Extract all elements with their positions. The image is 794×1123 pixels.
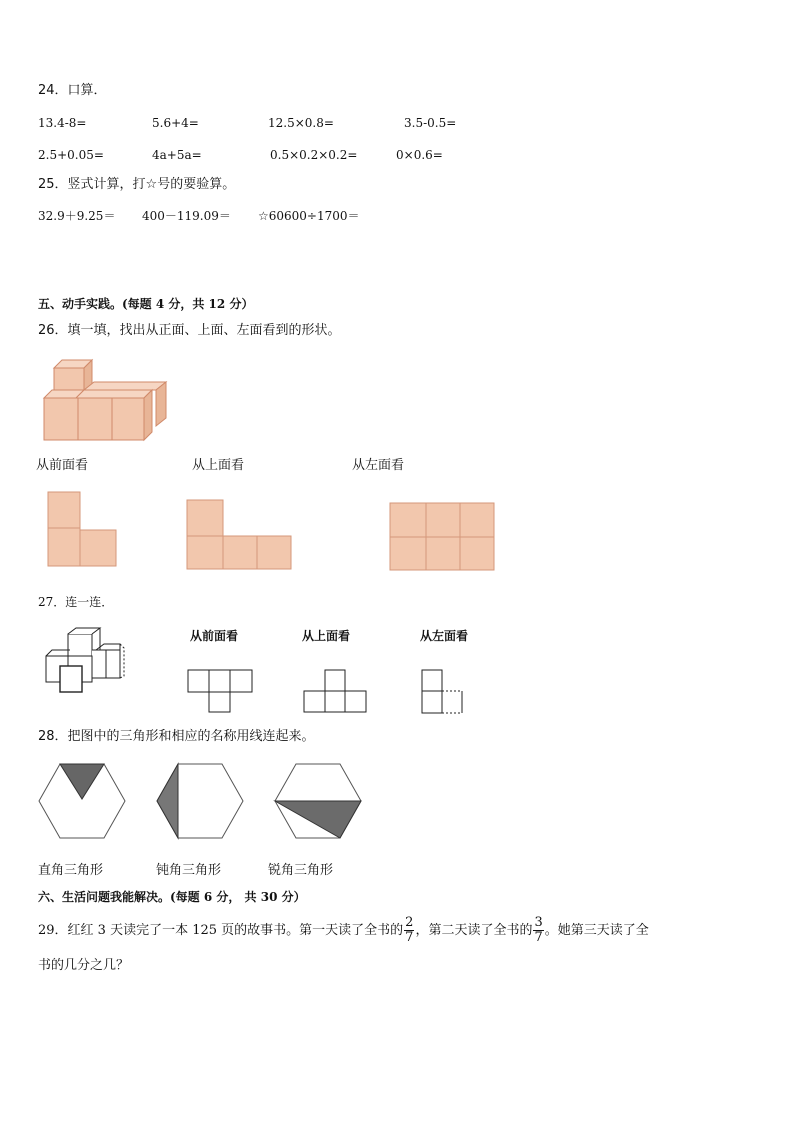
q27-top-view (304, 670, 368, 714)
q24-r1-c1: 13.4-8= (38, 116, 87, 130)
q26-title: 26．填一填，找出从正面、上面、左面看到的形状。 (38, 323, 341, 338)
q27-left-view (422, 670, 466, 716)
q24-r1-c3: 12.5×0.8= (268, 116, 334, 130)
q29-line2: 书的几分之几？ (38, 958, 130, 973)
q29-text-part2: ，第二天读了全书的 (415, 923, 533, 938)
q29-text-part1: 29．红红 3 天读完了一本 125 页的故事书。第一天读了全书的 (38, 923, 404, 938)
q29-frac2-numerator: 3 (534, 915, 543, 930)
q24-r2-c2: 4a+5a= (152, 148, 202, 162)
q28-hexagon-1 (38, 763, 128, 839)
q24-r2-c3: 0.5×0.2×0.2= (270, 148, 358, 162)
q24-r1-c4: 3.5-0.5= (404, 116, 457, 130)
q26-label-front: 从前面看 (36, 458, 89, 473)
q26-top-view (187, 500, 293, 570)
q26-label-top: 从上面看 (192, 458, 245, 473)
q27-label-left: 从左面看 (420, 629, 469, 643)
q29-fraction-2 (533, 916, 543, 945)
q24-title: 24．口算． (38, 83, 107, 98)
q27-front-view (188, 670, 254, 714)
q27-label-top: 从上面看 (302, 629, 351, 643)
q25-item-2: 400－119.09＝ (142, 209, 231, 223)
q24-r2-c4: 0×0.6= (396, 148, 443, 162)
q27-cube-figure (44, 628, 128, 694)
q29-fraction-1 (404, 916, 414, 945)
q25-item-1: 32.9＋9.25＝ (38, 209, 116, 223)
q28-label-acute: 锐角三角形 (268, 863, 334, 878)
section6-heading: 六、生活问题我能解决。(每题 6 分， 共 30 分） (38, 890, 306, 904)
q24-r2-c1: 2.5+0.05= (38, 148, 104, 162)
q29-line1 (38, 916, 649, 946)
q28-hexagon-3 (274, 763, 364, 839)
section5-heading: 五、动手实践。(每题 4 分，共 12 分） (38, 297, 254, 311)
q29-frac1-denominator: 7 (405, 930, 414, 945)
q26-left-view (390, 503, 496, 571)
q29-frac1-numerator: 2 (405, 915, 414, 930)
q24-r1-c2: 5.6+4= (152, 116, 199, 130)
q28-label-right: 直角三角形 (38, 863, 104, 878)
q26-label-left: 从左面看 (352, 458, 405, 473)
q27-label-front: 从前面看 (190, 629, 239, 643)
q25-item-3: ☆60600÷1700＝ (258, 209, 360, 223)
q26-cube-figure (40, 360, 180, 444)
q29-frac2-denominator: 7 (534, 930, 543, 945)
q26-front-view (48, 492, 118, 568)
q28-title: 28．把图中的三角形和相应的名称用线连起来。 (38, 729, 315, 744)
q25-title: 25．竖式计算，打☆号的要验算。 (38, 177, 236, 192)
q28-hexagon-2 (156, 763, 246, 839)
q27-title: 27．连一连． (38, 595, 114, 609)
q28-label-obtuse: 钝角三角形 (156, 863, 222, 878)
q29-text-part3: 。她第三天读了全 (544, 923, 649, 938)
